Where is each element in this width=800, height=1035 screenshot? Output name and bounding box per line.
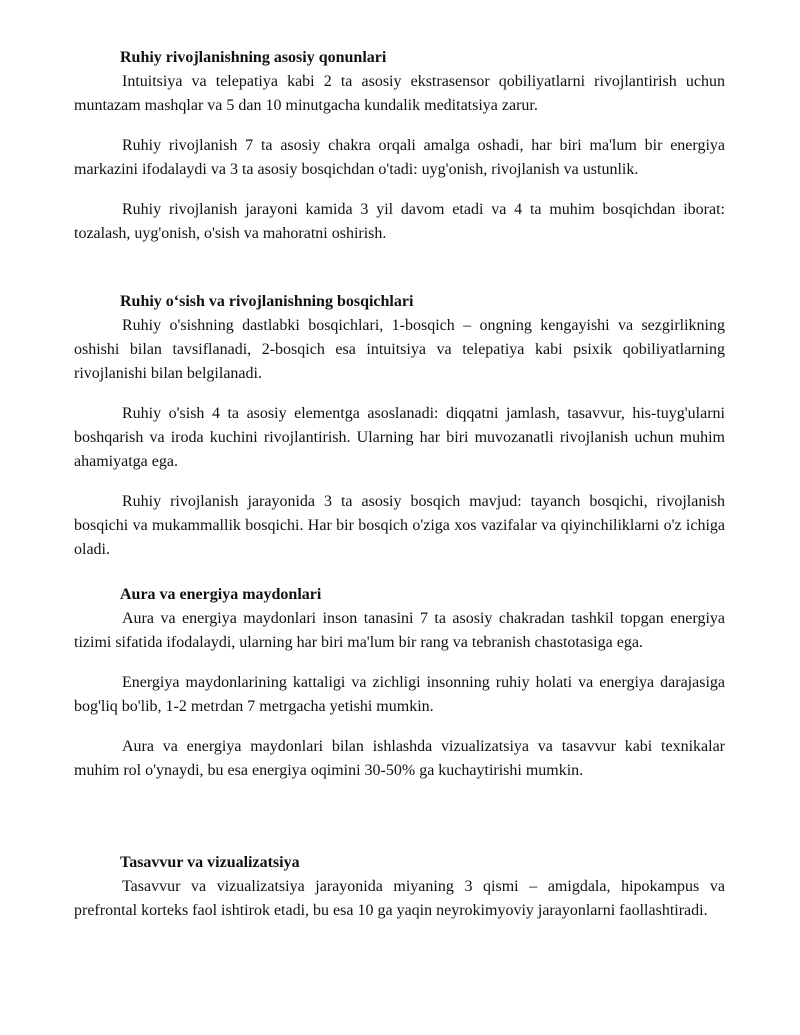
section-heading: Aura va energiya maydonlari [120, 586, 322, 603]
paragraph: Ruhiy o'sishning dastlabki bosqichlari, 1-bosqich – ongning kengayishi va sezgirlikning oshishi bilan tavsiflanadi, 2-bosqich esa intuitsiya va telepatiya kabi psixik qobiliyatlarning rivojlanishi bilan belgilanadi. [74, 317, 725, 382]
paragraph: Aura va energiya maydonlari bilan ishlashda vizualizatsiya va tasavvur kabi texnikalar muhim rol o'ynaydi, bu esa energiya oqimini 30-50% ga kuchaytirishi mumkin. [74, 738, 725, 779]
paragraph: Tasavvur va vizualizatsiya jarayonida miyaning 3 qismi – amigdala, hipokampus va prefrontal korteks faol ishtirok etadi, bu esa 10 ga yaqin neyrokimyoviy jarayonlarni faollashtiradi. [74, 878, 725, 919]
section-visualization [74, 851, 725, 923]
section-heading: Tasavvur va vizualizatsiya [120, 854, 300, 871]
paragraph: Aura va energiya maydonlari inson tanasini 7 ta asosiy chakradan tashkil topgan energiya tizimi sifatida ifodalaydi, ularning har biri ma'lum bir rang va tebranish chastotasiga ega. [74, 610, 725, 651]
section-heading: Ruhiy o‘sish va rivojlanishning bosqichlari [120, 293, 414, 310]
paragraph: Ruhiy rivojlanish jarayonida 3 ta asosiy bosqich mavjud: tayanch bosqichi, rivojlanish bosqichi va mukammallik bosqichi. Har bir bosqich o'ziga xos vazifalar va qiyinchiliklarni o'z ichiga oladi. [74, 493, 725, 558]
paragraph: Energiya maydonlarining kattaligi va zichligi insonning ruhiy holati va energiya darajasiga bog'liq bo'lib, 1-2 metrdan 7 metrgacha yetishi mumkin. [74, 674, 725, 715]
section-stages [74, 290, 725, 562]
section-laws [74, 46, 725, 246]
section-aura [74, 583, 725, 783]
section-heading: Ruhiy rivojlanishning asosiy qonunlari [120, 49, 387, 66]
paragraph: Ruhiy rivojlanish 7 ta asosiy chakra orqali amalga oshadi, har biri ma'lum bir energiya markazini ifodalaydi va 3 ta asosiy bosqichdan o'tadi: uyg'onish, rivojlanish va ustunlik. [74, 137, 725, 178]
paragraph: Ruhiy rivojlanish jarayoni kamida 3 yil davom etadi va 4 ta muhim bosqichdan iborat: tozalash, uyg'onish, o'sish va mahoratni oshirish. [74, 201, 725, 242]
paragraph: Intuitsiya va telepatiya kabi 2 ta asosiy ekstrasensor qobiliyatlarni rivojlantirish uchun muntazam mashqlar va 5 dan 10 minutgacha kundalik meditatsiya zarur. [74, 73, 725, 114]
paragraph: Ruhiy o'sish 4 ta asosiy elementga asoslanadi: diqqatni jamlash, tasavvur, his-tuyg'ularni boshqarish va iroda kuchini rivojlantirish. Ularning har biri muvozanatli rivojlanish uchun muhim ahamiyatga ega. [74, 405, 725, 470]
